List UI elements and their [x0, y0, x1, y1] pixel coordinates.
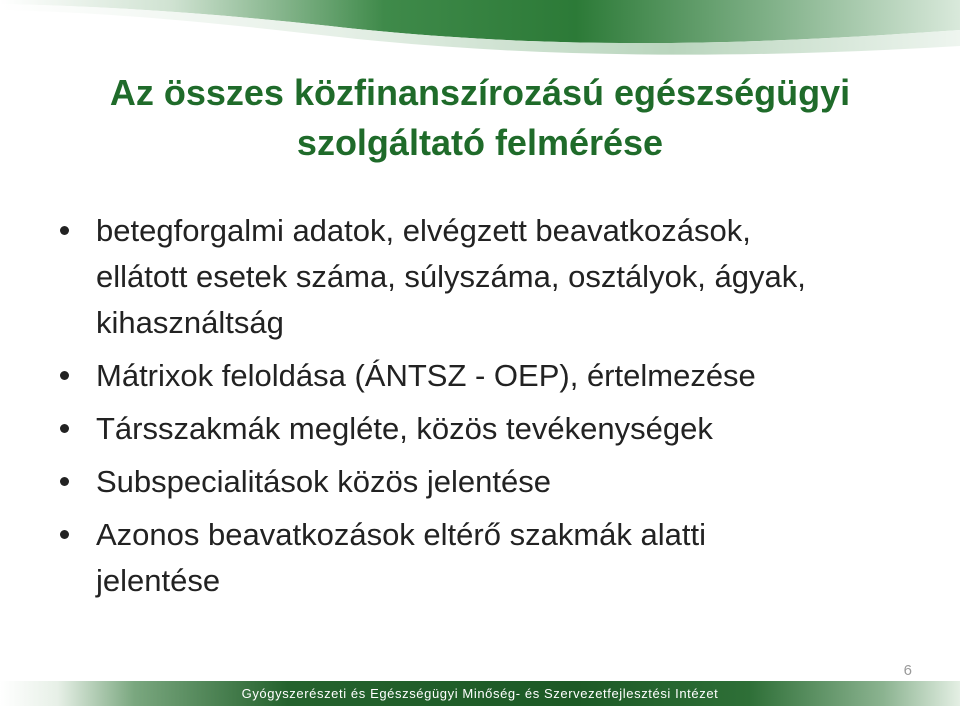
bullet-line: Mátrixok feloldása (ÁNTSZ - OEP), értelmezése — [96, 358, 756, 393]
bullet-line: jelentése — [96, 563, 221, 598]
footer-institute-name: Gyógyszerészeti és Egészségügyi Minőség- és Szervezetfejlesztési Intézet — [241, 686, 719, 701]
bullet-item — [60, 406, 920, 452]
bullet-item — [60, 512, 920, 604]
bullet-line: Azonos beavatkozások eltérő szakmák alatti — [96, 517, 706, 552]
title-line: szolgáltató felmérése — [296, 122, 664, 163]
bullet-line: betegforgalmi adatok, elvégzett beavatkozások, — [96, 213, 751, 248]
bullet-dot-icon — [60, 371, 69, 380]
bullet-item — [60, 208, 920, 346]
bullet-line: ellátott esetek száma, súlyszáma, osztályok, ágyak, — [96, 259, 806, 294]
bullet-dot-icon — [60, 477, 69, 486]
bullet-item — [60, 353, 920, 399]
slide-title — [40, 68, 920, 168]
bullet-item — [60, 459, 920, 505]
bullet-line: Társszakmák megléte, közös tevékenységek — [96, 411, 713, 446]
bullet-line: Subspecialitások közös jelentése — [96, 464, 551, 499]
top-decorative-band — [0, 0, 960, 60]
bullet-line: kihasználtság — [96, 305, 284, 340]
bullet-list — [60, 208, 920, 611]
title-line: Az összes közfinanszírozású egészségügyi — [109, 72, 851, 113]
bullet-dot-icon — [60, 530, 69, 539]
bullet-dot-icon — [60, 424, 69, 433]
bullet-dot-icon — [60, 226, 69, 235]
page-number: 6 — [903, 662, 912, 679]
